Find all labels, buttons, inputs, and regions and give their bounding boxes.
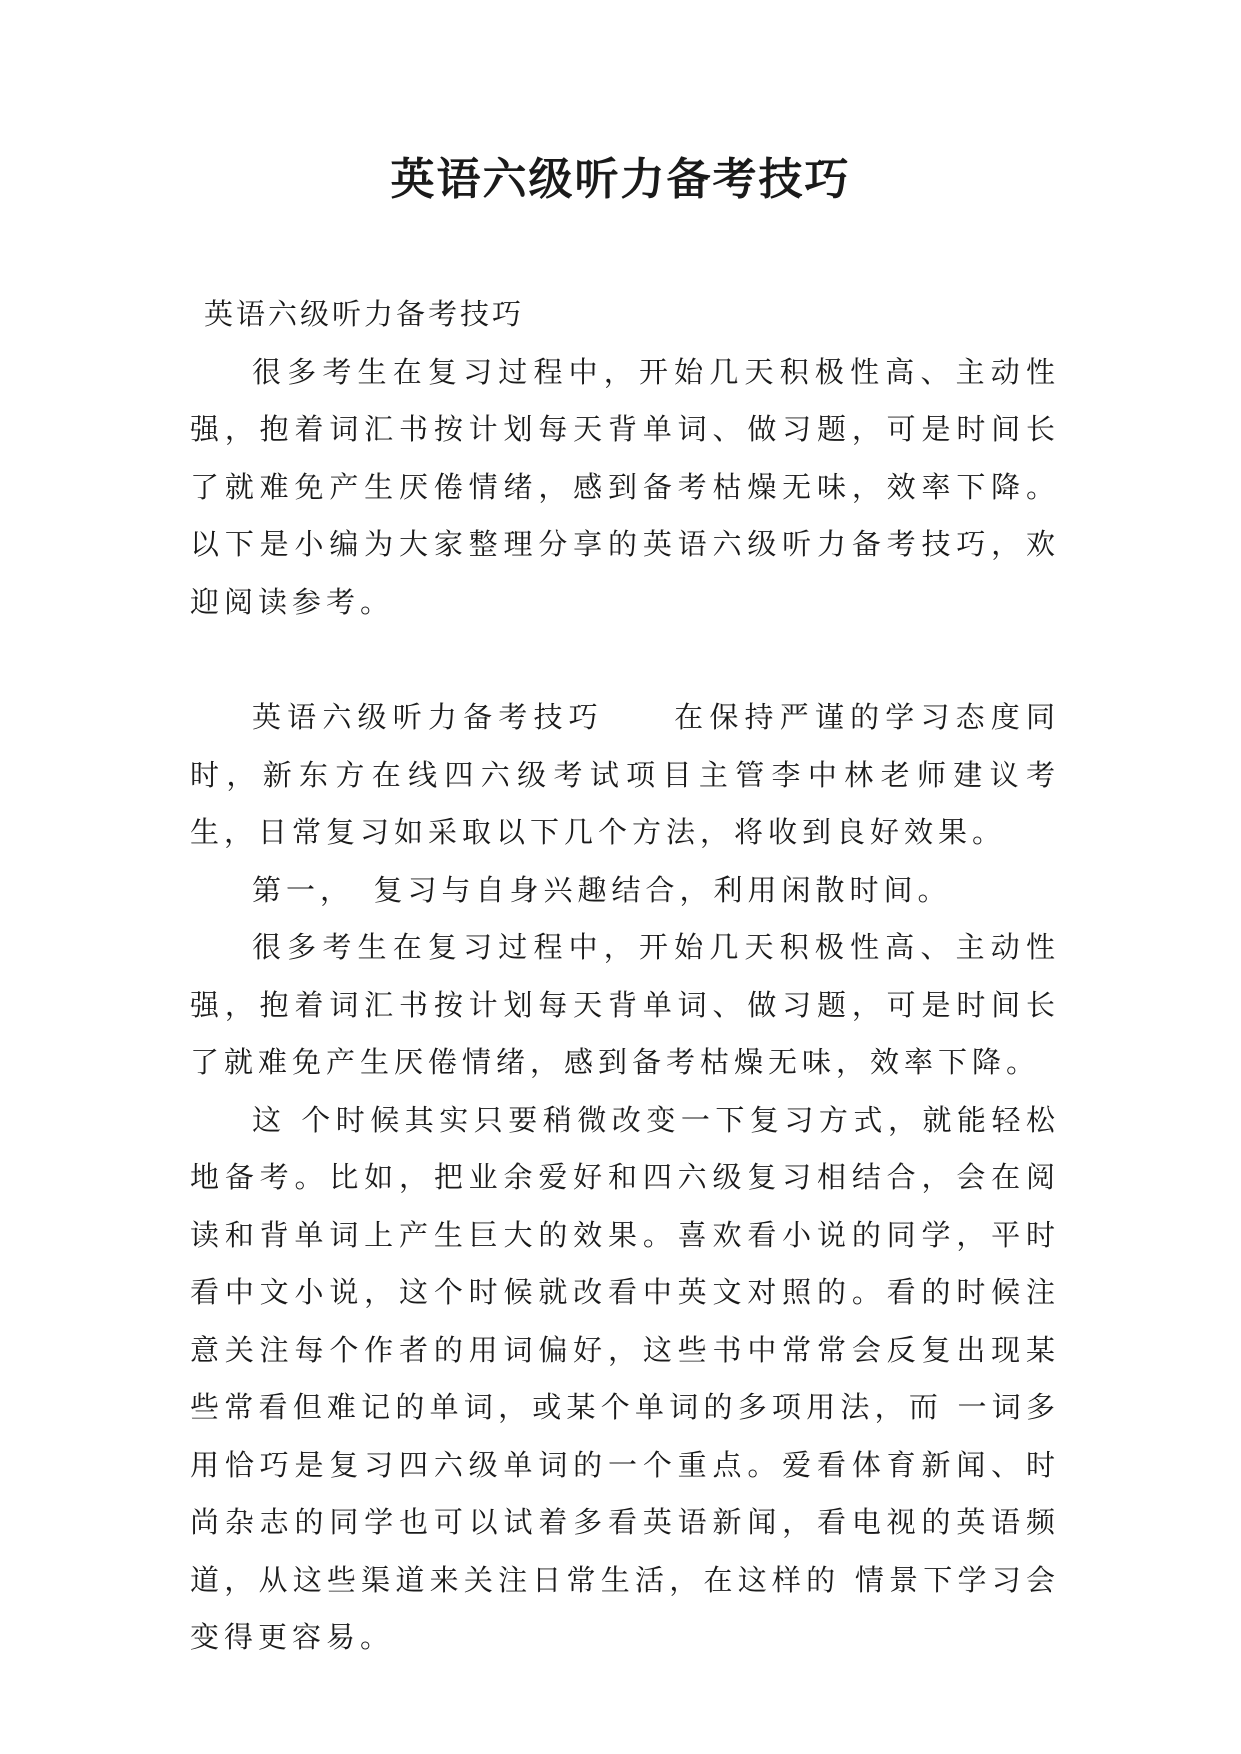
body-paragraph: 这 个时候其实只要稍微改变一下复习方式，就能轻松地备考。比如，把业余爱好和四六级复习相结合，会在阅读和背单词上产生巨大的效果。喜欢看小说的同学，平时 看中文小说，这个时候就改看中英文对照的。看的时候注意关注每个作者的用词偏好，这些书中常常会反复出现某些常看但难记的单词，或某个单词的多项用法，而 一词多用恰巧是复习四六级单词的一个重点。爱看体育新闻、时尚杂志的同学也可以试着多看英语新闻，看电视的英语频道，从这些渠道来关注日常生活，在这样的 情景下学习会变得更容易。	[190, 1102, 1060, 1654]
body-paragraph: 英语六级听力备考技巧 在保持严谨的学习态度同时，新东方在线四六级考试项目主管李中林老师建议考生，日常复习如采取以下几个方法，将收到良好效果。	[190, 700, 1060, 849]
point-heading: 第一， 复习与自身兴趣结合，利用闲散时间。	[252, 872, 952, 907]
document-title: 英语六级听力备考技巧	[390, 154, 851, 205]
section-heading: 英语六级听力备考技巧	[204, 297, 525, 331]
intro-paragraph: 很多考生在复习过程中，开始几天积极性高、主动性强，抱着词汇书按计划每天背单词、做习题，可是时间长了就难免产生厌倦情绪，感到备考枯燥无味，效率下降。以下是小编为大家整理分享的英语六级听力备考技巧，欢迎阅读参考。	[190, 354, 1060, 619]
paragraph-spacer	[190, 631, 1060, 689]
body-paragraph: 很多考生在复习过程中，开始几天积极性高、主动性强，抱着词汇书按计划每天背单词、做习题，可是时间长了就难免产生厌倦情绪，感到备考枯燥无味，效率下降。	[190, 930, 1060, 1079]
document-body	[190, 286, 1060, 1667]
